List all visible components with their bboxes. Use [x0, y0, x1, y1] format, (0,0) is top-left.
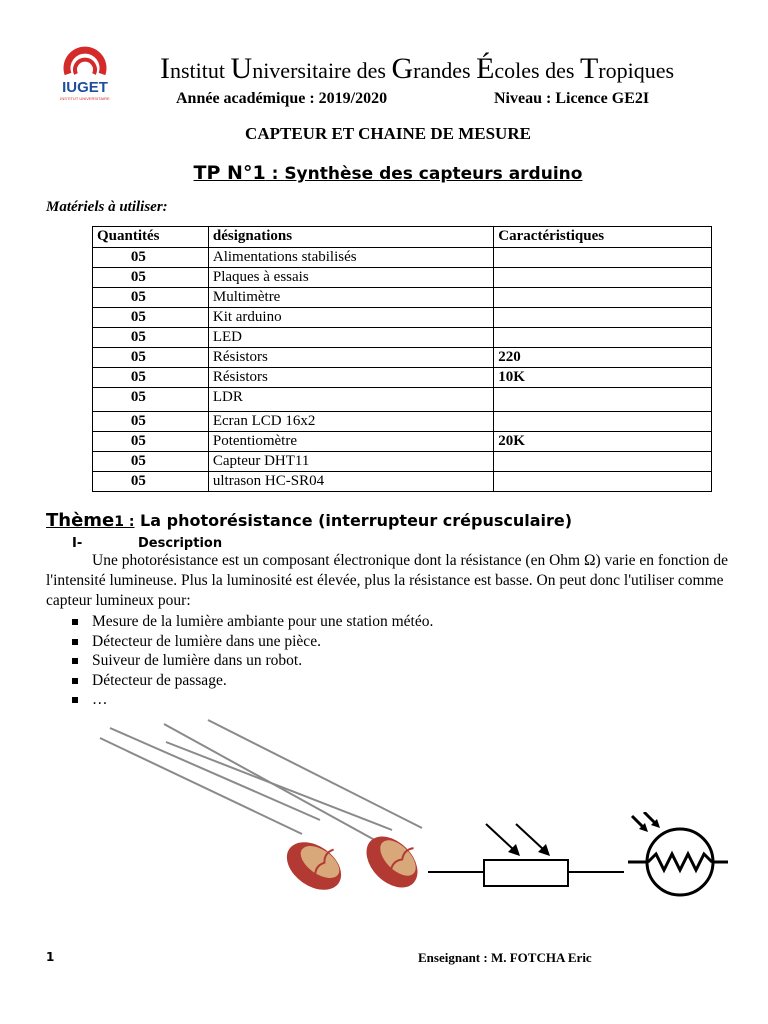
tp-title: TP N°1 : Synthèse des capteurs arduino — [193, 162, 583, 184]
table-row: 05 Potentiomètre 20K — [93, 432, 712, 452]
study-level: Niveau : Licence GE2I — [494, 90, 650, 107]
table-row: 05 LDR — [93, 388, 712, 412]
header-designations: désignations — [208, 227, 493, 248]
list-item: Mesure de la lumière ambiante pour une station météo. — [72, 612, 433, 632]
table-row: 05 ultrason HC-SR04 — [93, 472, 712, 492]
tp-number: TP N°1 — [193, 162, 266, 184]
section-title: Description — [138, 536, 223, 551]
bullet-icon — [72, 619, 78, 625]
course-title: CAPTEUR ET CHAINE DE MESURE — [245, 124, 531, 143]
theme-heading: Thème1 : La photorésistance (interrupteur crépusculaire) — [46, 510, 573, 531]
institution-name: Institut Universitaire des Grandes Écoles des Tropiques — [160, 52, 675, 85]
table-header-row — [93, 227, 712, 248]
bullet-icon — [72, 678, 78, 684]
header-characteristics: Caractéristiques — [494, 227, 712, 248]
ldr-photo — [92, 716, 432, 912]
materials-label: Matériels à utiliser: — [46, 199, 168, 215]
bullet-icon — [72, 697, 78, 703]
list-item: Détecteur de lumière dans une pièce. — [72, 632, 433, 652]
tp-title-text: Synthèse des capteurs arduino — [284, 164, 583, 184]
logo-text: IUGET — [62, 79, 108, 96]
table-row: 05 Ecran LCD 16x2 — [93, 412, 712, 432]
iuget-logo — [46, 44, 124, 110]
list-item: … — [72, 690, 433, 710]
logo-subtext: INSTITUT UNIVERSITAIRE — [60, 96, 110, 101]
academic-year: Année académique : 2019/2020 — [176, 90, 388, 107]
page-number: 1 — [46, 950, 55, 964]
table-row: 05 Résistors 220 — [93, 348, 712, 368]
table-row: 05 Alimentations stabilisés — [93, 248, 712, 268]
usage-list — [72, 612, 433, 710]
description-rest: en fonction de l'intensité lumineuse. Plus la luminosité est élevée, plus la résistance est basse. On peut donc l'utiliser comme capteur lumineux pour: — [46, 552, 729, 609]
section-number: I- — [72, 536, 83, 551]
table-row: 05 Résistors 10K — [93, 368, 712, 388]
list-item: Suiveur de lumière dans un robot. — [72, 651, 433, 671]
ldr-circle-symbol — [628, 812, 728, 898]
table-row: 05 Multimètre — [93, 288, 712, 308]
teacher-name: Enseignant : M. FOTCHA Eric — [418, 950, 592, 965]
description-bold: Une photorésistance est un composant électronique dont la résistance (en Ohm Ω) varie — [92, 552, 636, 569]
ldr-resistor-symbol — [428, 810, 624, 890]
materials-table — [92, 226, 712, 492]
bullet-icon — [72, 639, 78, 645]
table-row: 05 Plaques à essais — [93, 268, 712, 288]
description-paragraph — [46, 551, 756, 611]
table-row: 05 LED — [93, 328, 712, 348]
list-item: Détecteur de passage. — [72, 671, 433, 691]
table-row: 05 Kit arduino — [93, 308, 712, 328]
table-row: 05 Capteur DHT11 — [93, 452, 712, 472]
header-quantities: Quantités — [93, 227, 209, 248]
bullet-icon — [72, 658, 78, 664]
